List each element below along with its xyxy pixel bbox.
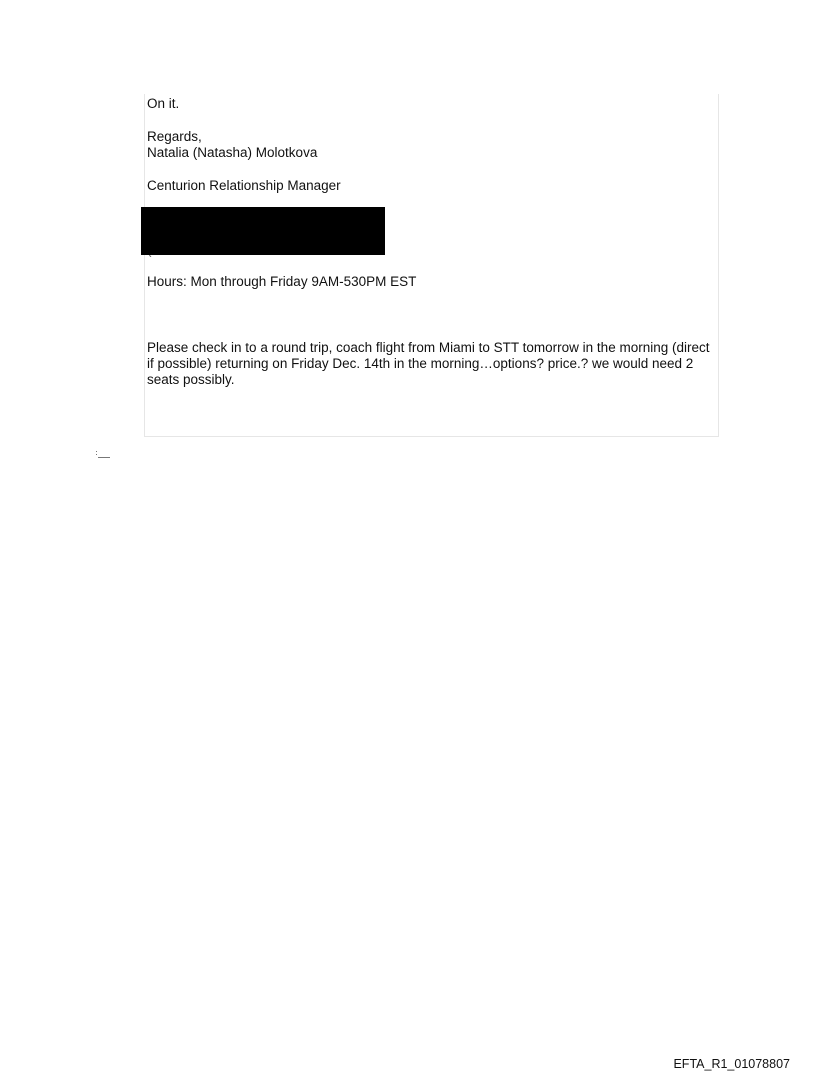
scan-artifact-mark <box>96 450 110 460</box>
hours-text: Hours: Mon through Friday 9AM-530PM EST <box>147 274 417 289</box>
sender-title: Centurion Relationship Manager <box>147 178 341 193</box>
closing-text: Regards, <box>147 129 202 144</box>
reply-text: On it. <box>147 96 180 111</box>
quoted-request-message: Please check in to a round trip, coach flight from Miami to STT tomorrow in the morning (direct if possible) returning on Friday Dec. 14th in the morning…options? price.? we would need 2 seats possibly. <box>147 340 710 387</box>
sender-name: Natalia (Natasha) Molotkova <box>147 145 318 160</box>
document-id-footer: EFTA_R1_01078807 <box>673 1057 790 1071</box>
redaction-block <box>141 207 385 255</box>
